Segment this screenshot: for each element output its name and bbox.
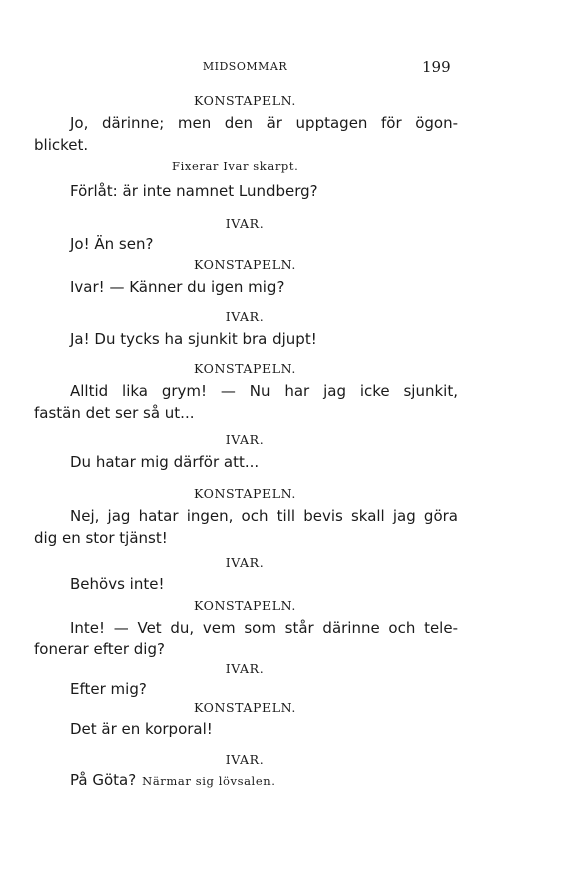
dialogue-line: Nej, jag hatar ingen, och till bevis skall jag göra bbox=[70, 507, 458, 525]
dialogue-line: Du hatar mig därför att... bbox=[70, 453, 260, 471]
speaker-name: KONSTAPELN. bbox=[194, 361, 296, 376]
speaker-name: IVAR. bbox=[225, 555, 265, 570]
speaker-name: IVAR. bbox=[225, 432, 265, 447]
dialogue-line: Inte! — Vet du, vem som står därinne och tele- bbox=[70, 619, 458, 637]
speaker-name: IVAR. bbox=[225, 752, 265, 767]
dialogue-text: På Göta? bbox=[70, 771, 137, 789]
speaker-name: IVAR. bbox=[225, 216, 265, 231]
dialogue-line: Förlåt: är inte namnet Lundberg? bbox=[70, 182, 318, 200]
dialogue-line: Behövs inte! bbox=[70, 575, 165, 593]
dialogue-line: Ja! Du tycks ha sjunkit bra djupt! bbox=[70, 330, 317, 348]
stage-direction: Närmar sig lövsalen. bbox=[142, 774, 276, 788]
page-number: 199 bbox=[422, 58, 451, 76]
dialogue-line: Jo, därinne; men den är upptagen för ögon- bbox=[70, 114, 458, 132]
speaker-name: KONSTAPELN. bbox=[194, 700, 296, 715]
dialogue-line: fastän det ser så ut... bbox=[34, 404, 195, 422]
stage-direction: Fixerar Ivar skarpt. bbox=[172, 159, 299, 173]
speaker-name: KONSTAPELN. bbox=[194, 257, 296, 272]
dialogue-line: Jo! Än sen? bbox=[70, 235, 154, 253]
speaker-name: KONSTAPELN. bbox=[194, 93, 296, 108]
running-header-title: MIDSOMMAR bbox=[202, 60, 288, 73]
speaker-name: IVAR. bbox=[225, 661, 265, 676]
dialogue-line: Alltid lika grym! — Nu har jag icke sjunkit, bbox=[70, 382, 458, 400]
dialogue-line: blicket. bbox=[34, 136, 89, 154]
dialogue-line: Ivar! — Känner du igen mig? bbox=[70, 278, 285, 296]
speaker-name: IVAR. bbox=[225, 309, 265, 324]
dialogue-line: Efter mig? bbox=[70, 680, 147, 698]
dialogue-line bbox=[70, 771, 276, 789]
speaker-name: KONSTAPELN. bbox=[194, 486, 296, 501]
speaker-name: KONSTAPELN. bbox=[194, 598, 296, 613]
dialogue-line: Det är en korporal! bbox=[70, 720, 213, 738]
dialogue-line: fonerar efter dig? bbox=[34, 640, 165, 658]
dialogue-line: dig en stor tjänst! bbox=[34, 529, 168, 547]
